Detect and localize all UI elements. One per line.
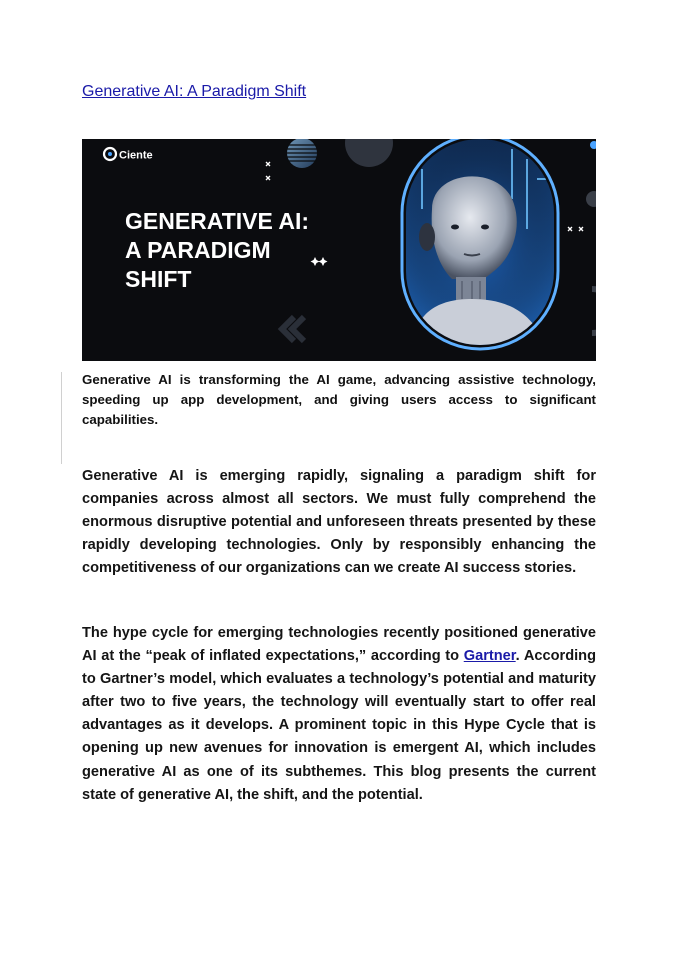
banner-headline-line2: A PARADIGM bbox=[125, 237, 271, 263]
paragraph-text: The hype cycle for emerging technologies recently positioned generative AI at the “peak of inflated expectations,” according to bbox=[82, 625, 596, 665]
paragraph-hype-cycle bbox=[82, 622, 596, 807]
banner-headline-line1: GENERATIVE AI: bbox=[125, 208, 310, 234]
robot-illustration bbox=[402, 139, 558, 349]
banner-headline-line3: SHIFT bbox=[125, 266, 192, 292]
paragraph-intro: Generative AI is emerging rapidly, signaling a paradigm shift for companies across almost all sectors. We must fully comprehend the enormous disruptive potential and unforeseen threats presented by these rapidly developing technologies. Only by responsibly enhancing the competitiveness of our organizations can we create AI success stories. bbox=[82, 468, 596, 577]
decorative-chevron-icon bbox=[282, 317, 304, 341]
brand-name: Ciente bbox=[119, 149, 153, 162]
caption-divider bbox=[61, 372, 62, 464]
paragraph-text: . According to Gartner’s model, which evaluates a technology’s potential and maturity after two to five years, the technology will eventually start to offer real advantages as it develops. A prominent topic in this Hype Cycle that is opening up new avenues for innovation is emergent AI, which includes generative AI as one of its subthemes. This blog presents the current state of generative AI, the shift, and the potential. bbox=[82, 648, 596, 803]
gartner-link[interactable]: Gartner bbox=[463, 648, 516, 665]
title-link[interactable]: Generative AI: A Paradigm Shift bbox=[82, 83, 307, 100]
image-caption: Generative AI is transforming the AI game, advancing assistive technology, speeding up app development, and giving users access to significant capabilities. bbox=[82, 372, 596, 427]
hero-banner-image bbox=[82, 139, 596, 361]
ciente-logo-icon bbox=[104, 148, 116, 160]
sparkle-plus-icon bbox=[311, 257, 328, 266]
decorative-ring-icon bbox=[586, 141, 596, 333]
decorative-sphere-icon bbox=[287, 139, 393, 168]
